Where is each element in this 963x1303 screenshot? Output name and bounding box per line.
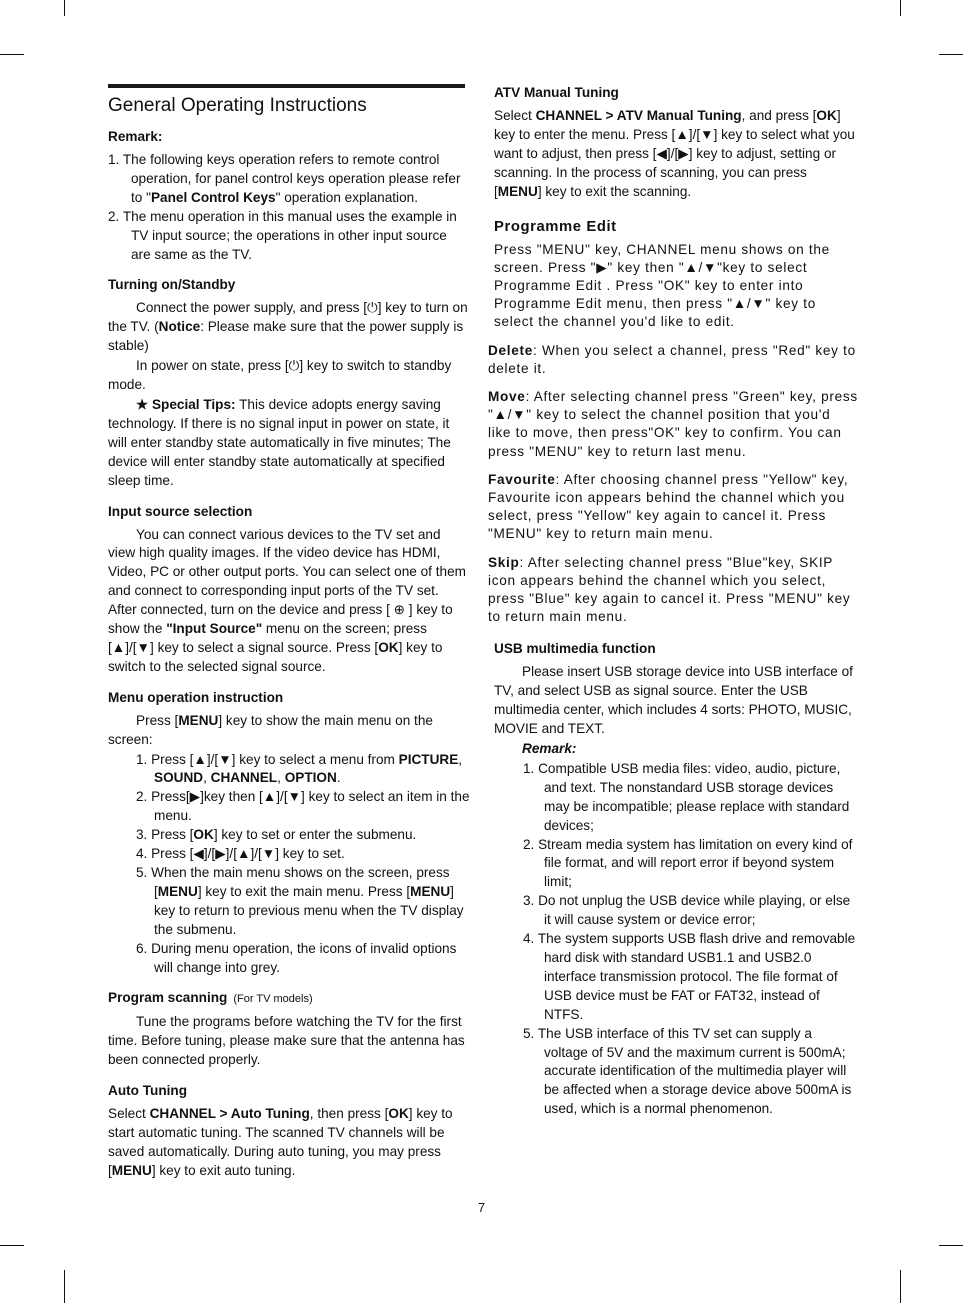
program-heading: Program scanning (For TV models) <box>108 990 313 1006</box>
usb-intro: Please insert USB storage device into USB interface of TV, and select USB as signal source. Enter the USB multimedia center, which includes 4 sorts: PHOTO, MUSIC, MOVIE and TEXT. <box>494 664 853 737</box>
menu-heading: Menu operation instruction <box>108 689 284 705</box>
move-text: Move: After selecting channel press "Green" key, press "▲/▼" key to select the channel position that you'd like to move, then press"OK" key to confirm. You can press "MENU" key to return last menu. <box>488 388 858 459</box>
programme-edit-heading: Programme Edit <box>494 218 617 235</box>
turning-heading: Turning on/Standby <box>108 277 236 293</box>
program-note: (For TV models) <box>233 993 313 1006</box>
program-text: Tune the programs before watching the TV for the first time. Before tuning, please make sure that the antenna has been connected properly. <box>108 1014 465 1068</box>
menu-step-3: 3. Press [OK] key to set or enter the submenu. <box>136 827 417 843</box>
favourite-text: Favourite: After choosing channel press "Yellow" key, Favourite icon appears behind the channel which you select, press "Yellow" key again to cancel it. Press "MENU" key to return main menu. <box>488 471 849 542</box>
usb-remark-2: 2. Stream media system has limitation on every kind of file format, and will report error if beyond system limit; <box>523 836 853 890</box>
turning-paragraph-1: Connect the power supply, and press [⏻] key to turn on the TV. (Notice: Please make sure that the power supply is stable) <box>108 300 468 354</box>
crop-mark <box>900 1270 901 1303</box>
auto-tuning-text: Select CHANNEL > Auto Tuning, then press [OK] key to start automatic tuning. The scanned TV channels will be saved automatically. During auto tuning, you may press [MENU] key to exit auto tuning. <box>108 1106 453 1178</box>
crop-mark <box>939 1245 963 1246</box>
atv-text: Select CHANNEL > ATV Manual Tuning, and press [OK] key to enter the menu. Press [▲]/[▼] key to select what you want to adjust, then press [◀]/[▶] key to adjust, setting or scanning. In the process of scanning, you can press [MENU] key to exit the scanning. <box>494 108 855 199</box>
menu-step-5: 5. When the main menu shows on the screen, press [MENU] key to exit the main menu. Press [MENU] key to return to previous menu when the TV display the submenu. <box>136 865 464 937</box>
usb-remark-4: 4. The system supports USB flash drive and removable hard disk with standard USB1.1 and USB2.0 interface transmission protocol. The file format of USB device must be FAT or FAT32, instead of NTFS. <box>523 931 856 1022</box>
menu-step-1: 1. Press [▲]/[▼] key to select a menu from PICTURE, SOUND, CHANNEL, OPTION. <box>136 751 463 786</box>
turning-paragraph-2: In power on state, press [⏻] key to switch to standby mode. <box>108 358 452 393</box>
programme-edit-text: Press "MENU" key, CHANNEL menu shows on the screen. Press "▶" key then "▲/▼"key to select Programme Edit . Press "OK" key to enter into Programme Edit menu, then press "▲/▼" key to select the channel you'd like to edit. <box>494 241 830 330</box>
right-column <box>488 84 858 1119</box>
crop-mark <box>64 1270 65 1303</box>
input-heading: Input source selection <box>108 503 253 519</box>
usb-remark-3: 3. Do not unplug the USB device while playing, or else it will cause system or device error; <box>523 893 851 928</box>
remark-item-2: 2. The menu operation in this manual uses the example in TV input source; the operations in other input source are same as the TV. <box>108 208 457 262</box>
crop-mark <box>64 0 65 16</box>
usb-heading: USB multimedia function <box>494 641 656 657</box>
auto-tuning-heading: Auto Tuning <box>108 1083 188 1099</box>
remark-item-1: 1. The following keys operation refers to remote control operation, for panel control keys operation please refer to "Panel Control Keys" operation explanation. <box>108 152 461 205</box>
crop-mark <box>900 0 901 16</box>
remark-heading: Remark: <box>108 129 163 144</box>
skip-text: Skip: After selecting channel press "Blue"key, SKIP icon appears behind the channel which you select, press "Blue" key again to cancel it. Press "MENU" key to return main menu. <box>488 554 851 625</box>
crop-mark <box>939 54 963 55</box>
usb-remark: Remark: <box>522 741 577 757</box>
title-rule <box>108 84 465 88</box>
menu-step-6: 6. During menu operation, the icons of invalid options will change into grey. <box>136 940 457 975</box>
delete-text: Delete: When you select a channel, press "Red" key to delete it. <box>488 342 856 376</box>
crop-mark <box>0 54 24 55</box>
input-paragraph: You can connect various devices to the TV set and view high quality images. If the video device has HDMI, Video, PC or other output ports. You can select one of them and connect to corresponding input ports of the TV set. After connected, turn on the device and press [ ⊕ ] key to show the "Input Source" menu on the screen; press [▲]/[▼] key to select a signal source. Press [OK] key to switch to the selected signal source. <box>108 526 466 674</box>
usb-remark-1: 1. Compatible USB media files: video, audio, picture, and text. The nonstandard USB storage devices may be incompatible; please replace with standard devices; <box>523 760 850 833</box>
special-tips: ★ Special Tips: This device adopts energy saving technology. If there is no signal input in power on state, it will enter standby state automatically in five minutes; The device will enter standby state automatically at specified sleep time. <box>108 396 451 488</box>
menu-step-4: 4. Press [◀]/[▶]/[▲]/[▼] key to set. <box>136 846 345 862</box>
atv-heading: ATV Manual Tuning <box>494 85 619 100</box>
left-column <box>108 84 470 1182</box>
page-title: General Operating Instructions <box>108 95 367 116</box>
crop-mark <box>0 1245 24 1246</box>
menu-step-2: 2. Press[▶]key then [▲]/[▼] key to select an item in the menu. <box>136 789 470 824</box>
page-number: 7 <box>477 1200 486 1215</box>
usb-remark-5: 5. The USB interface of this TV set can supply a voltage of 5V and the maximum current is 500mA; accurate identification of the multimedia player will be affected when a storage device above 500mA is used, which is a normal phenomenon. <box>523 1025 852 1117</box>
menu-intro: Press [MENU] key to show the main menu on the screen: <box>108 712 433 747</box>
